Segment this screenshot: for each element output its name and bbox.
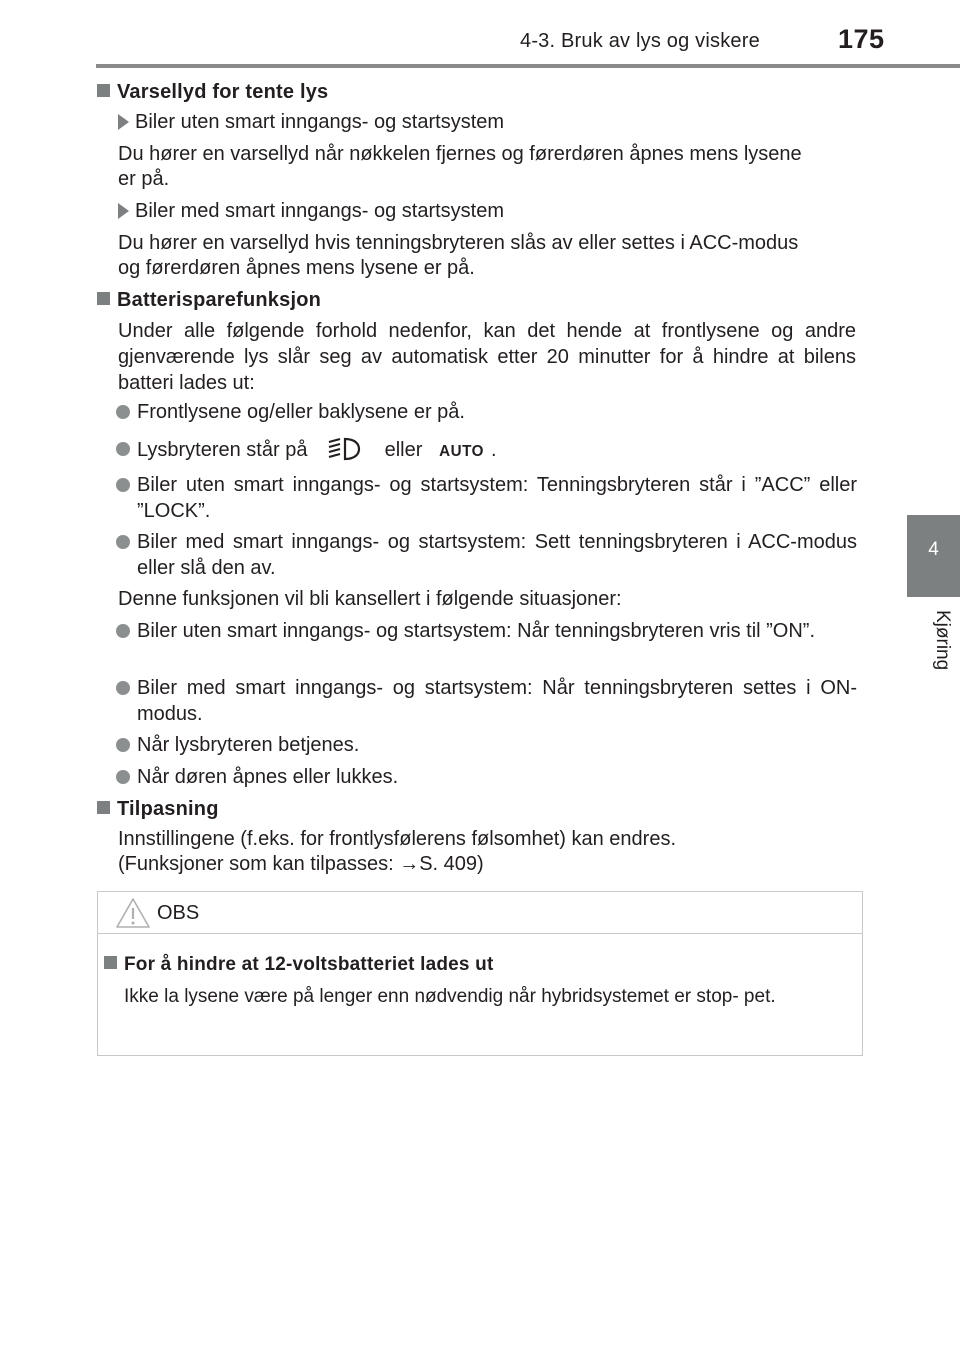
- chapter-number: 4: [928, 539, 939, 560]
- circle-bullet-icon: [116, 535, 130, 549]
- circle-bullet-icon: [116, 738, 130, 752]
- circle-bullet-icon: [116, 770, 130, 784]
- square-bullet-icon: [97, 801, 110, 814]
- paragraph-varsellyd-1b: er på.: [118, 168, 170, 190]
- paragraph-battery-intro: Under alle følgende forhold nedenfor, kan det hende at frontlysene og andre gjenværende lys slår seg av automatisk etter 20 minutter for å hindre at bilens batteri lades ut:: [118, 320, 856, 394]
- square-bullet-icon: [97, 292, 110, 305]
- auto-icon: AUTO: [439, 443, 484, 460]
- chapter-tab: [907, 515, 960, 597]
- section-title: 4-3. Bruk av lys og viskere: [520, 30, 760, 52]
- obs-notice-box: [97, 891, 863, 1056]
- paragraph-tilpasning-2: (Funksjoner som kan tilpasses: →S. 409): [118, 853, 484, 875]
- square-bullet-icon: [97, 84, 110, 97]
- circle-bullet-icon: [116, 478, 130, 492]
- subheading-with-smart: Biler med smart inngangs- og startsystem: [118, 198, 504, 224]
- square-bullet-icon: [104, 956, 117, 969]
- obs-heading: For å hindre at 12-voltsbatteriet lades ut: [104, 952, 493, 978]
- circle-bullet-icon: [116, 405, 130, 419]
- triangle-bullet-icon: [118, 203, 129, 219]
- heading-batterisparefunksjon: Batterisparefunksjon: [97, 287, 321, 313]
- page-number: 175: [838, 24, 885, 54]
- heading-varsellyd: Varsellyd for tente lys: [97, 79, 328, 105]
- obs-header: [98, 892, 862, 934]
- subheading-without-smart: Biler uten smart inngangs- og startsystem: [118, 109, 504, 135]
- circle-bullet-icon: [116, 442, 130, 456]
- heading-tilpasning: Tilpasning: [97, 796, 219, 822]
- obs-title: OBS: [157, 902, 200, 924]
- circle-bullet-icon: [116, 624, 130, 638]
- header-divider: [96, 64, 960, 68]
- paragraph-varsellyd-2a: Du hører en varsellyd hvis tenningsbryteren slås av eller settes i ACC-modus: [118, 232, 799, 254]
- warning-icon: [115, 897, 151, 929]
- paragraph-cancel-intro: Denne funksjonen vil bli kansellert i følgende situasjoner:: [118, 588, 622, 610]
- paragraph-varsellyd-2b: og førerdøren åpnes mens lysene er på.: [118, 257, 475, 279]
- paragraph-tilpasning-1: Innstillingene (f.eks. for frontlysfølerens følsomhet) kan endres.: [118, 828, 677, 850]
- paragraph-varsellyd-1a: Du hører en varsellyd når nøkkelen fjernes og førerdøren åpnes mens lysene: [118, 143, 802, 165]
- chapter-label: Kjøring: [932, 610, 953, 671]
- circle-bullet-icon: [116, 681, 130, 695]
- triangle-bullet-icon: [118, 114, 129, 130]
- headlight-icon: [325, 436, 365, 462]
- obs-text: Ikke la lysene være på lenger enn nødvendig når hybridsystemet er stop- pet.: [124, 986, 776, 1007]
